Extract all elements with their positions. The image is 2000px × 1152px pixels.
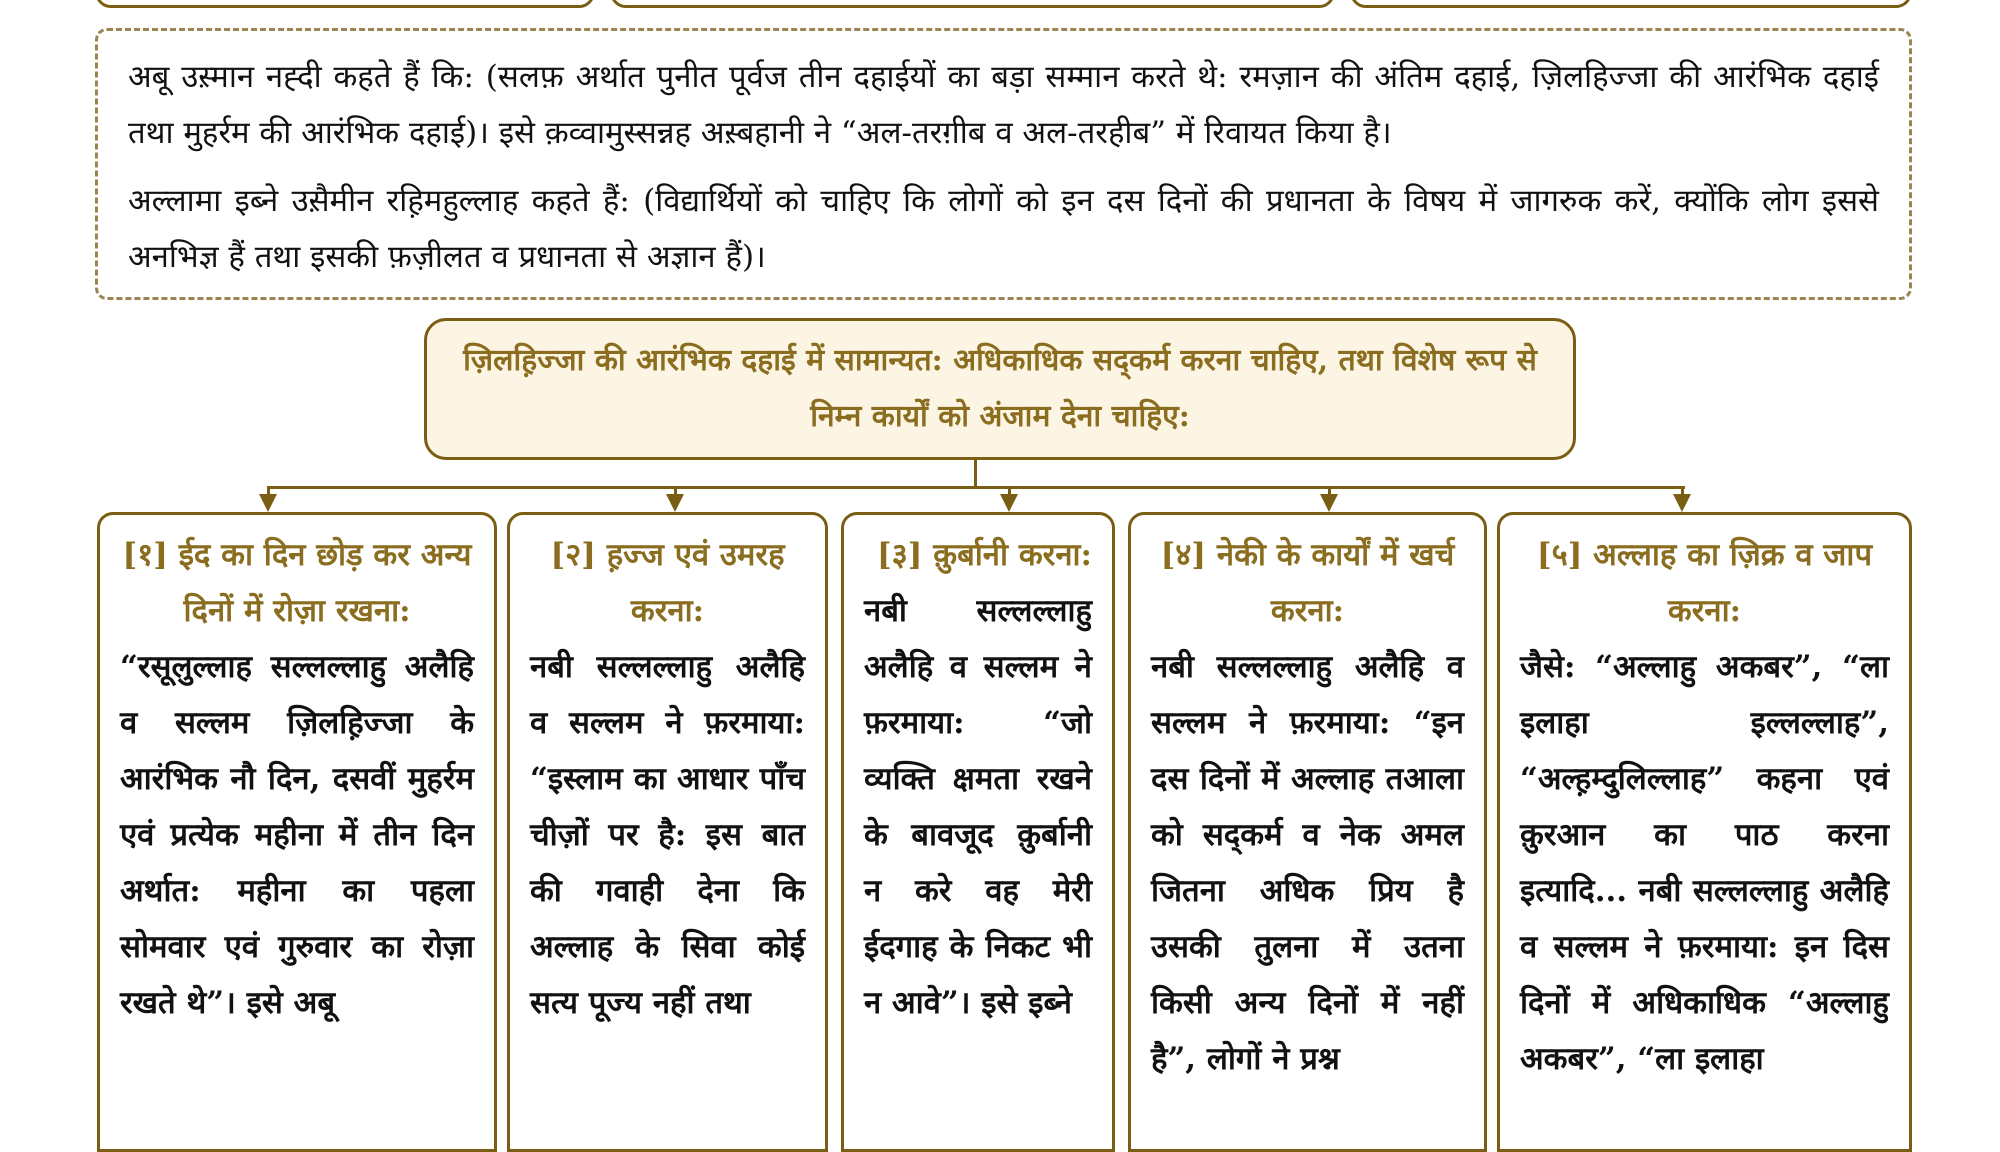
column-body: जैसे: “अल्लाहु अकबर”, “ला इलाहा इल्लल्लाह”, “अल्ह़म्दुलिल्लाह” कहना एवं क़ुरआन का पाठ करना इत्यादि... नबी सल्लल्लाहु अलैहि व सल्लम ने फ़रमाया: इन दिस दिनों में अधिकाधिक “अल्लाहु अकबर”, “ला इलाहा (1520, 649, 1889, 1077)
arrow-down-icon (666, 494, 684, 512)
column-title: [२] ह़ज्ज एवं उमरह करना: (550, 537, 785, 629)
top-box-2 (610, 0, 1335, 8)
arrow-down-icon (1000, 494, 1018, 512)
column-title: [४] नेकी के कार्यों में खर्च करना: (1160, 537, 1455, 629)
column-4-charity (1128, 512, 1487, 1152)
column-body: नबी सल्लल्लाहु अलैहि व सल्लम ने फ़रमाया: “इन दस दिनों में अल्लाह तआला को सद्कर्म व नेक अमल जितना अधिक प्रिय है उसकी तुलना में उतना किसी अन्य दिनों में नहीं है”, लोगों ने प्रश्न (1151, 649, 1464, 1077)
intro-paragraph-1: अबू उस़्मान नह्दी कहते हैं कि: (सलफ़ अर्थात पुनीत पूर्वज तीन दहाईयों का बड़ा सम्मान करते थे: रमज़ान की अंतिम दहाई, ज़िलहिज्जा की आरंभिक दहाई तथा मुहर्रम की आरंभिक दहाई)। इसे क़व्वामुस्सन्नह अस़्बहानी ने “अल-तरग़ीब व अल-तरहीब” में रिवायत किया है। (128, 59, 1879, 151)
intro-paragraph-2: अल्लामा इब्ने उस़ैमीन रह़िमहुल्लाह कहते हैं: (विद्यार्थियों को चाहिए कि लोगों को इन दस दिनों की प्रधानता के विषय में जागरुक करें, क्योंकि लोग इससे अनभिज्ञ हैं तथा इसकी फ़ज़ीलत व प्रधानता से अज्ञान हैं)। (128, 183, 1879, 275)
top-box-3 (1350, 0, 1912, 8)
arrow-down-icon (1673, 494, 1691, 512)
arrow-down-icon (259, 494, 277, 512)
connector-stem (974, 460, 977, 487)
column-title: [३] क़ुर्बानी करना: (877, 537, 1092, 573)
intro-quote-box (95, 28, 1912, 300)
column-body: नबी सल्लल्लाहु अलैहि व सल्लम ने फ़रमाया: “जो व्यक्ति क्षमता रखने के बावजूद क़ुर्बानी न करे वह मेरी ईदगाह के निकट भी न आवे”। इसे इब्ने (864, 593, 1092, 1021)
column-5-dhikr (1497, 512, 1912, 1152)
column-title: [५] अल्लाह का ज़िक्र व जाप करना: (1536, 537, 1873, 629)
column-title: [१] ईद का दिन छोड़ कर अन्य दिनों में रोज़ा रखना: (122, 537, 472, 629)
column-1-fasting (97, 512, 497, 1152)
arrow-down-icon (1320, 494, 1338, 512)
connector-bar (267, 486, 1685, 489)
column-2-hajj (507, 512, 828, 1152)
center-heading-text: ज़िलह़िज्जा की आरंभिक दहाई में सामान्यत: अधिकाधिक सद्कर्म करना चाहिए, तथा विशेष रूप से निम्न कार्यों को अंजाम देना चाहिए: (463, 343, 1537, 434)
column-body: “रसूलुल्लाह सल्लल्लाहु अलैहि व सल्लम ज़िलह़िज्जा के आरंभिक नौ दिन, दसवीं मुहर्रम एवं प्रत्येक महीना में तीन दिन अर्थात: महीना का पहला सोमवार एवं गुरुवार का रोज़ा रखते थे”। इसे अबू (120, 649, 474, 1021)
column-3-qurbani (841, 512, 1115, 1152)
center-heading-box (424, 318, 1576, 460)
top-box-1 (95, 0, 595, 8)
column-body: नबी सल्लल्लाहु अलैहि व सल्लम ने फ़रमाया: “इस्लाम का आधार पाँच चीज़ों पर है: इस बात की गवाही देना कि अल्लाह के सिवा कोई सत्य पूज्य नहीं तथा (530, 649, 805, 1021)
